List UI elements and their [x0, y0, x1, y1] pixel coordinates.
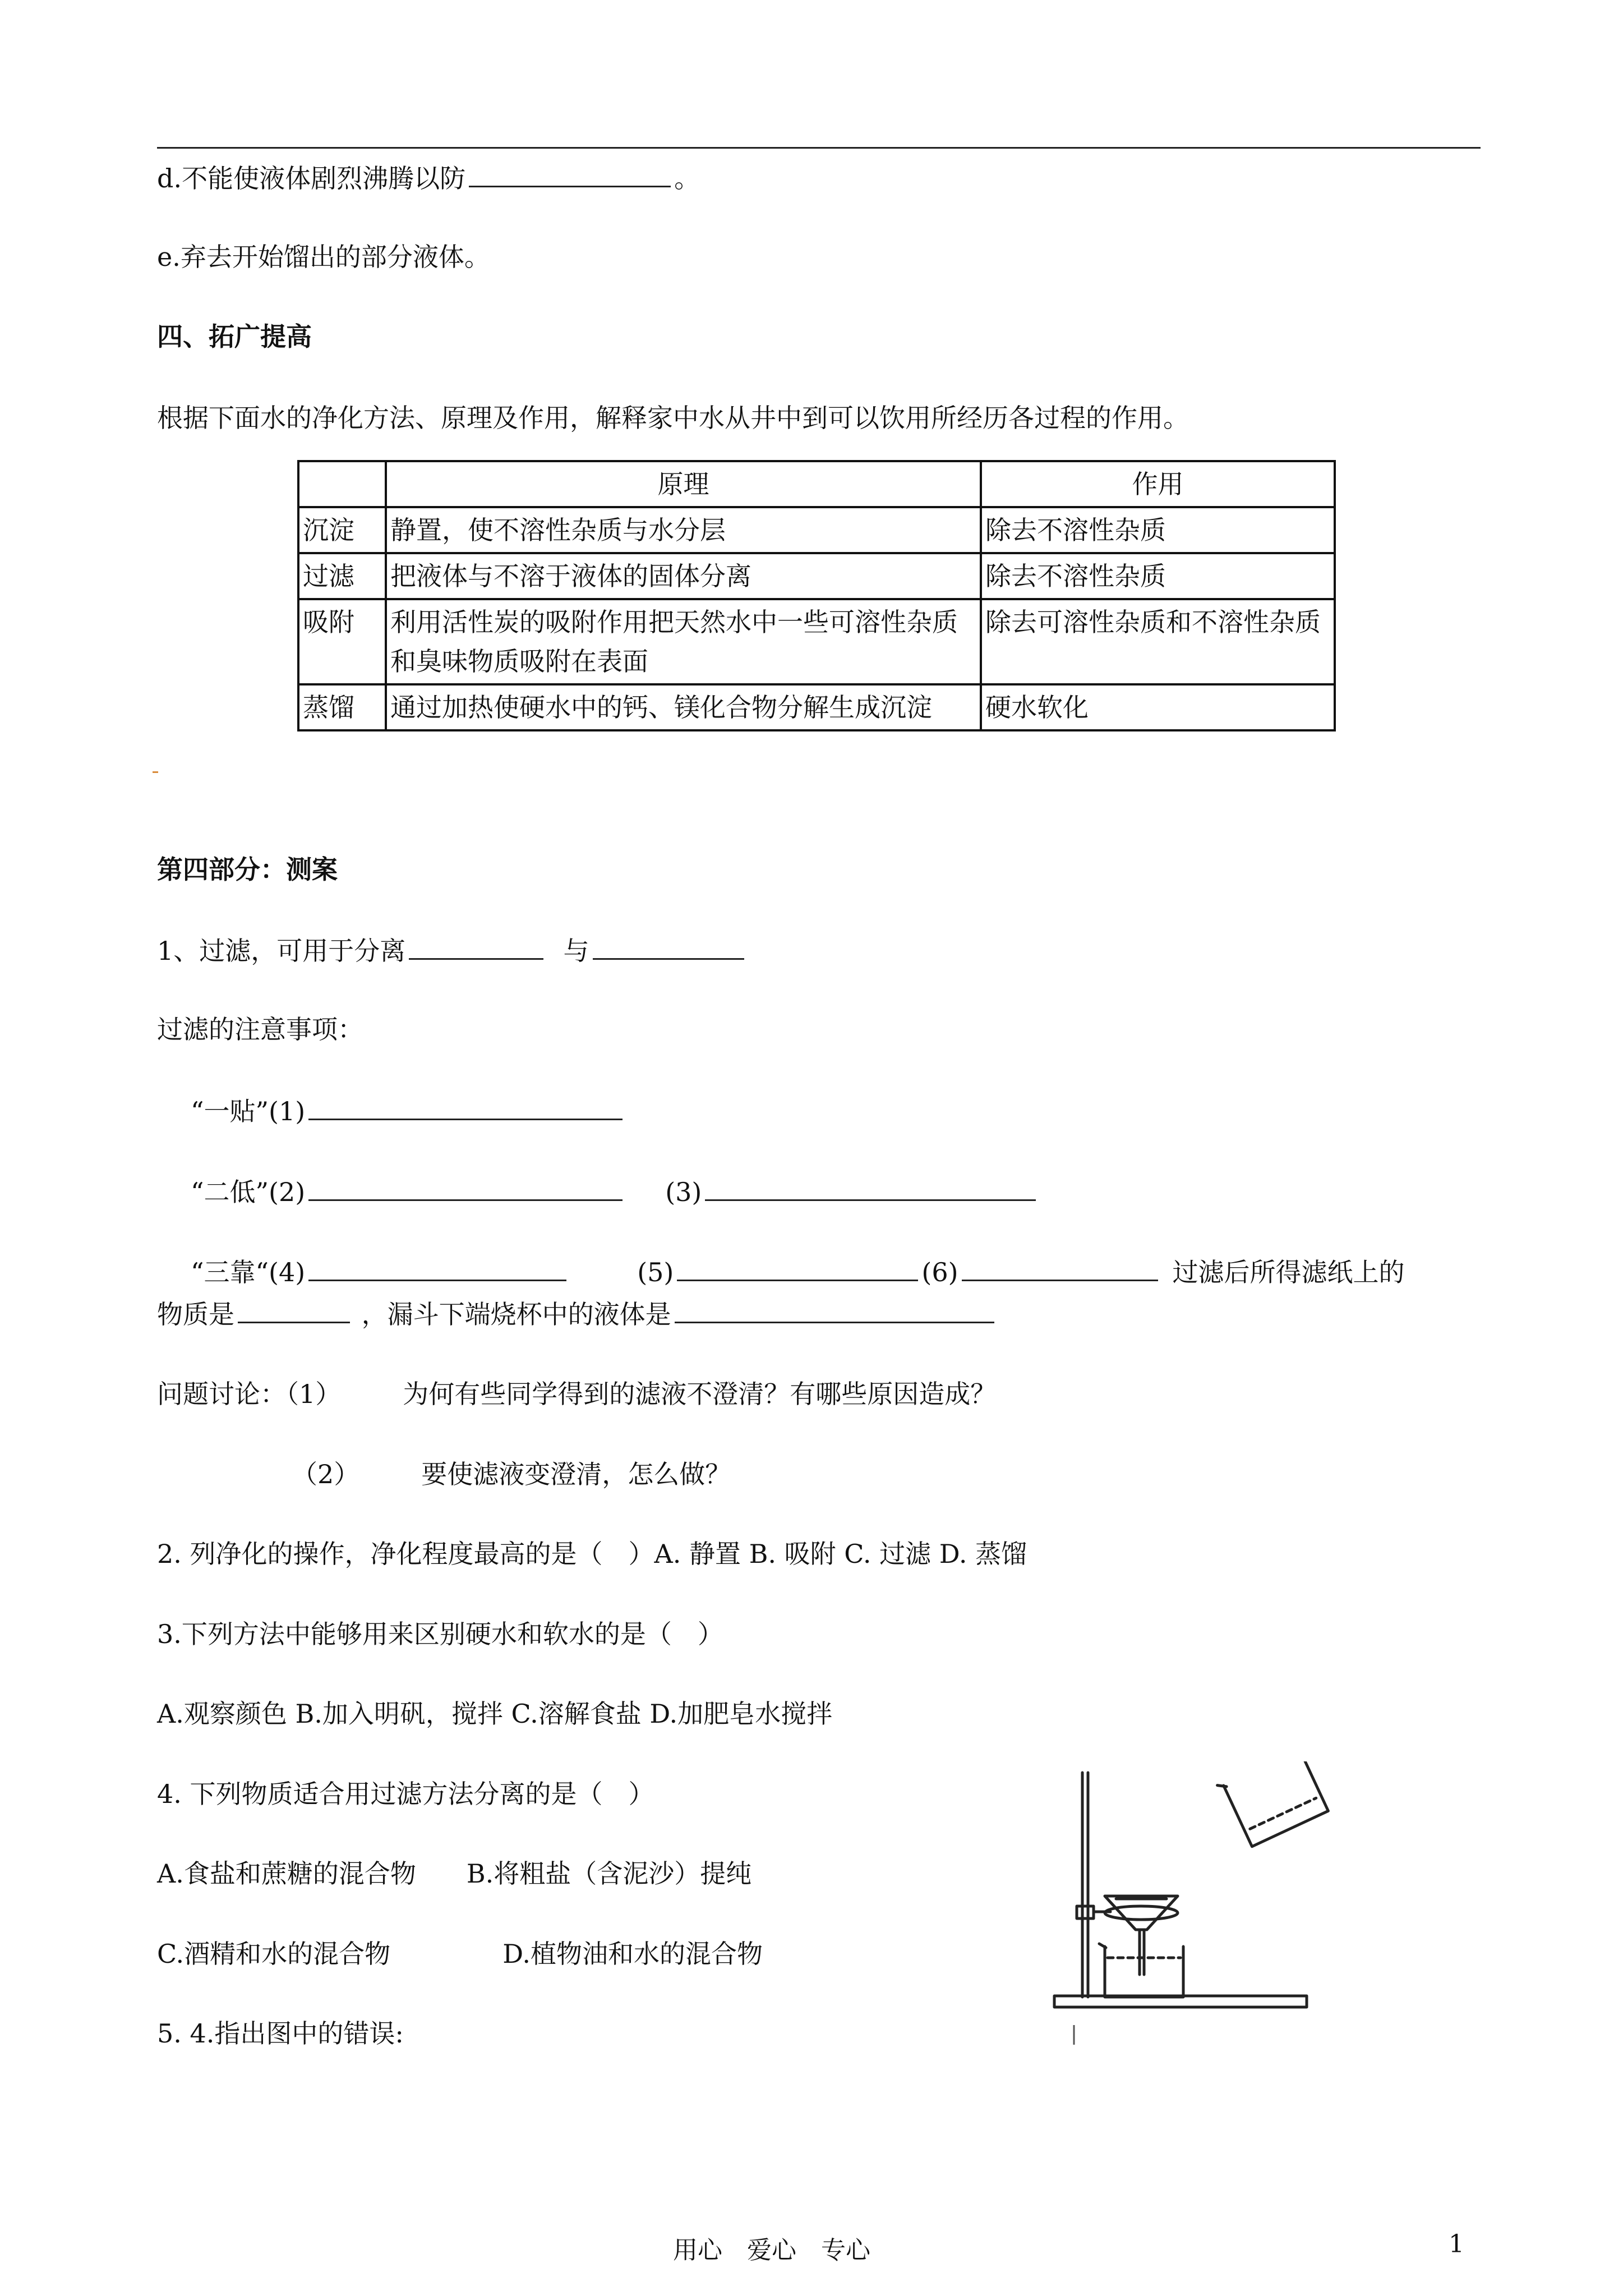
table-header-row [298, 461, 1335, 507]
section-four-title: 四、拓广提高 [157, 321, 312, 352]
answer-blank[interactable] [675, 1296, 994, 1323]
q1-line [157, 932, 748, 968]
q2-line: 2. 列净化的操作，净化程度最高的是（ ）A. 静置 B. 吸附 C. 过滤 D. 蒸馏 [157, 1539, 1027, 1569]
wuzhi-a: 物质是 [157, 1299, 234, 1329]
discuss-label: 问题讨论：（1） [157, 1379, 342, 1409]
erdi-label: “二低”(2) [191, 1177, 306, 1207]
principle-cell: 把液体与不溶于液体的固体分离 [386, 553, 981, 599]
clamp [1077, 1906, 1094, 1918]
q4-options-2 [157, 1937, 763, 1971]
table-row [298, 599, 1335, 684]
q4-option-d: D.植物油和水的混合物 [502, 1939, 763, 1969]
funnel [1105, 1896, 1178, 1930]
part-four-title: 第四部分：测案 [157, 854, 338, 885]
table-header-cell: 作用 [981, 461, 1335, 507]
method-cell: 蒸馏 [298, 684, 386, 730]
footer-motto: 用心 爱心 专心 [673, 2236, 870, 2265]
section-four-intro: 根据下面水的净化方法、原理及作用，解释家中水从井中到可以饮用所经历各过程的作用。 [157, 403, 1189, 433]
answer-blank[interactable] [469, 160, 671, 187]
purification-table [297, 460, 1336, 731]
table-header-cell [298, 461, 386, 507]
principle-cell: 利用活性炭的吸附作用把天然水中一些可溶性杂质和臭味物质吸附在表面 [386, 599, 981, 684]
stray-mark [153, 771, 158, 773]
yitie-label: “一贴”(1) [191, 1096, 306, 1126]
wuzhi-b: ，漏斗下端烧杯中的液体是 [361, 1299, 671, 1329]
answer-blank[interactable] [677, 1254, 918, 1281]
answer-blank[interactable] [962, 1254, 1158, 1281]
table-header-cell: 原理 [386, 461, 981, 507]
q4-line: 4. 下列物质适合用过滤方法分离的是（ ） [157, 1779, 654, 1809]
answer-blank[interactable] [308, 1174, 623, 1201]
effect-cell: 除去不溶性杂质 [981, 507, 1335, 553]
page-number: 1 [1449, 2230, 1464, 2258]
principle-cell: 静置，使不溶性杂质与水分层 [386, 507, 981, 553]
method-cell: 吸附 [298, 599, 386, 684]
discuss-line-2 [292, 1457, 731, 1491]
method-cell: 过滤 [298, 553, 386, 599]
notes-title: 过滤的注意事项： [157, 1014, 363, 1045]
q4-option-c: C.酒精和水的混合物 [157, 1939, 391, 1969]
q1-text: 1、过滤，可用于分离 [157, 936, 406, 966]
method-cell: 沉淀 [298, 507, 386, 553]
answer-blank[interactable] [593, 932, 744, 960]
discuss-q1: 为何有些同学得到的滤液不澄清？有哪些原因造成？ [403, 1379, 997, 1409]
discuss-line [157, 1377, 996, 1411]
effect-cell: 除去不溶性杂质 [981, 553, 1335, 599]
sankao-line [191, 1254, 1405, 1289]
answer-blank[interactable] [238, 1296, 350, 1323]
q1-with: 与 [563, 936, 589, 966]
answer-blank[interactable] [308, 1093, 623, 1120]
table-row [298, 553, 1335, 599]
q5-line: 5. 4.指出图中的错误: [157, 2018, 404, 2049]
filtration-apparatus-figure [1043, 1761, 1335, 2053]
wuzhi-line [157, 1296, 998, 1331]
q3-options: A.观察颜色 B.加入明矾，搅拌 C.溶解食盐 D.加肥皂水搅拌 [157, 1699, 833, 1729]
header-rule [157, 147, 1481, 149]
principle-cell: 通过加热使硬水中的钙、镁化合物分解生成沉淀 [386, 684, 981, 730]
yitie-line [191, 1093, 626, 1128]
answer-blank[interactable] [705, 1174, 1036, 1201]
item-d-line [157, 160, 700, 195]
answer-blank[interactable] [409, 932, 543, 960]
sankao-c: (6) [921, 1257, 958, 1287]
q4-option-a: A.食盐和蔗糖的混合物 [157, 1858, 416, 1889]
effect-cell: 硬水软化 [981, 684, 1335, 730]
answer-blank[interactable] [308, 1254, 566, 1281]
q4-option-b: B.将粗盐（含泥沙）提纯 [466, 1858, 752, 1889]
erdi-b: (3) [665, 1177, 702, 1207]
pouring-beaker [1218, 1761, 1329, 1849]
sankao-tail: 过滤后所得滤纸上的 [1172, 1257, 1405, 1287]
item-e-line: e.弃去开始馏出的部分液体。 [157, 242, 490, 272]
table-row [298, 684, 1335, 730]
q4-options-1 [157, 1857, 751, 1890]
item-d-text: d.不能使液体剧烈沸腾以防 [157, 163, 466, 194]
q3-line: 3.下列方法中能够用来区别硬水和软水的是（ ） [157, 1619, 723, 1649]
effect-cell: 除去可溶性杂质和不溶性杂质 [981, 599, 1335, 684]
discuss-q2: 要使滤液变澄清，怎么做？ [421, 1459, 731, 1489]
erdi-line [191, 1174, 1039, 1209]
sankao-b: (5) [637, 1257, 674, 1287]
sankao-label: “三靠“(4) [191, 1257, 306, 1287]
item-d-end: 。 [674, 163, 700, 194]
discuss-n2: （2） [292, 1459, 360, 1489]
table-row [298, 507, 1335, 553]
